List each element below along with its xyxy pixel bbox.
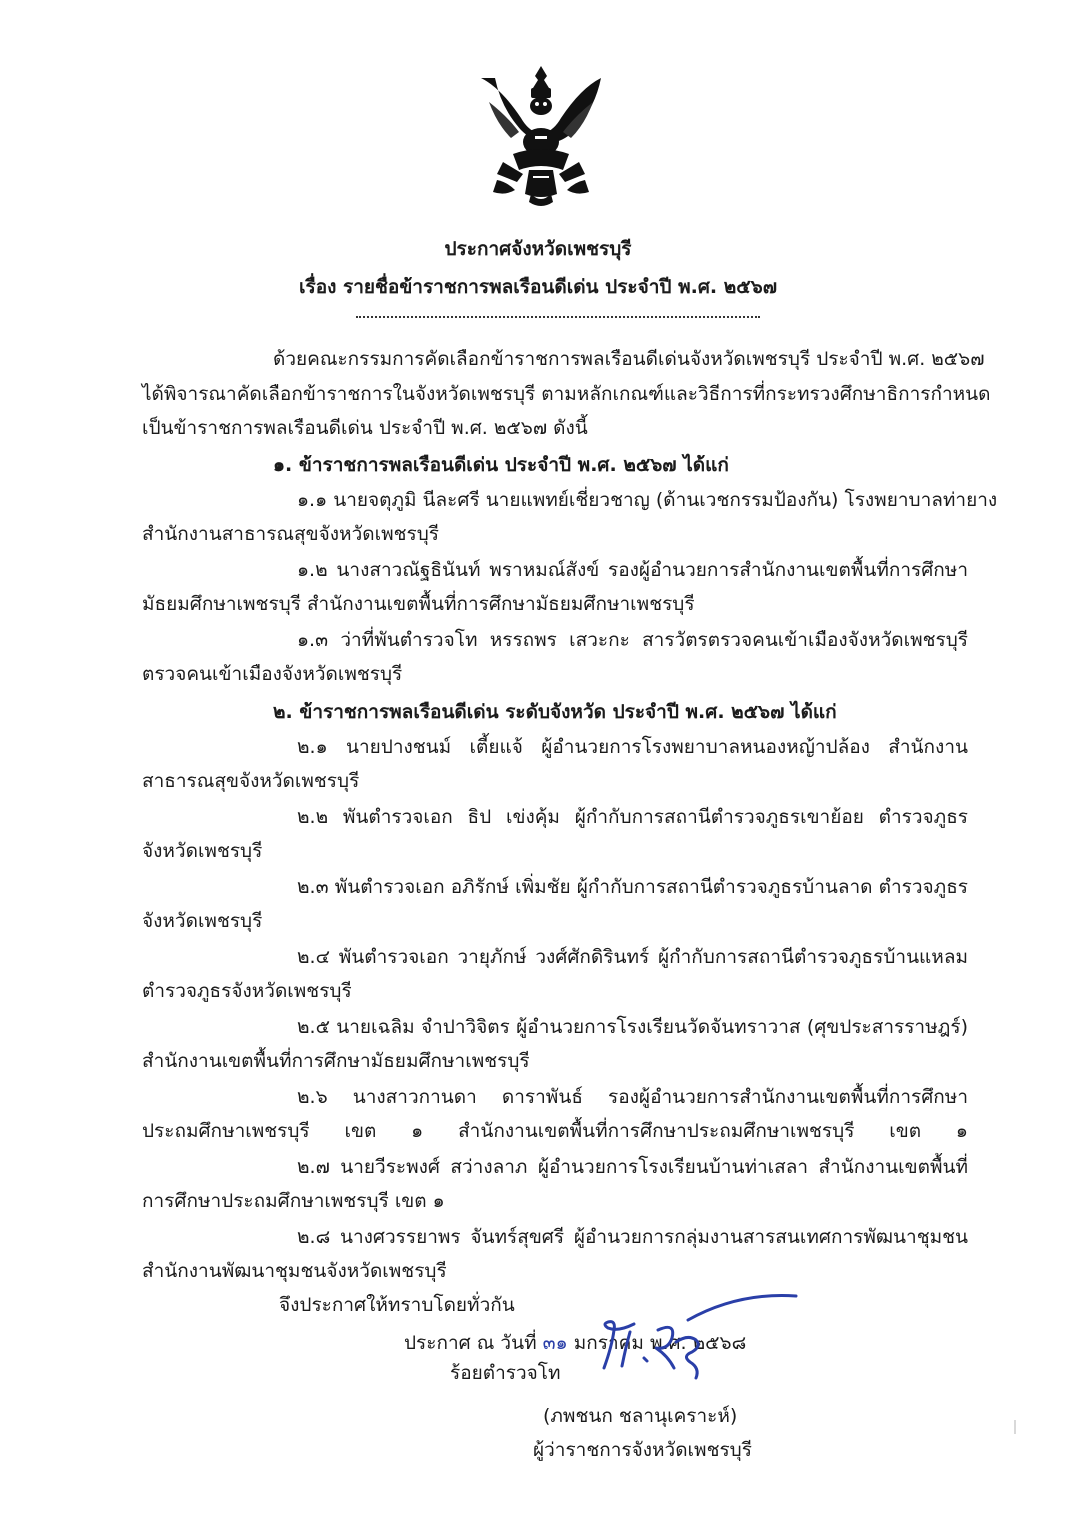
section-1-heading: ๑. ข้าราชการพลเรือนดีเด่น ประจำปี พ.ศ. ๒๕๖๗ ได้แก่ <box>273 454 729 476</box>
list-item-line: ๑.๑ นายจตุภูมิ นีละศรี นายแพทย์เชี่ยวชาญ (ด้านเวชกรรมป้องกัน) โรงพยาบาลท่ายาง <box>297 489 998 511</box>
list-item-line: ๑.๒ นางสาวณัฐธินันท์ พราหมณ์สังข์ รองผู้อำนวยการสำนักงานเขตพื้นที่การศึกษา <box>297 559 968 581</box>
date-prefix: ประกาศ ณ วันที่ <box>404 1332 537 1354</box>
signatory-name: (ภพชนก ชลานุเคราะห์) <box>543 1405 738 1427</box>
list-item-line: สำนักงานสาธารณสุขจังหวัดเพชรบุรี <box>142 523 439 545</box>
document-title: ประกาศจังหวัดเพชรบุรี <box>444 238 632 260</box>
list-item-line: ๒.๓ พันตำรวจเอก อภิรักษ์ เพิ่มชัย ผู้กำกับการสถานีตำรวจภูธรบ้านลาด ตำรวจภูธร <box>297 876 968 898</box>
list-item-line: การศึกษาประถมศึกษาเพชรบุรี เขต ๑ <box>142 1190 445 1212</box>
handwritten-signature <box>592 1290 802 1380</box>
signatory-rank: ร้อยตำรวจโท <box>450 1362 561 1384</box>
list-item-line: ๒.๔ พันตำรวจเอก วายุภักษ์ วงศ์ศักดิรินทร์ ผู้กำกับการสถานีตำรวจภูธรบ้านแหลม <box>297 946 968 968</box>
list-item-line: มัธยมศึกษาเพชรบุรี สำนักงานเขตพื้นที่การศึกษามัธยมศึกษาเพชรบุรี <box>142 593 695 615</box>
garuda-emblem-icon <box>473 58 609 208</box>
date-month: มกราคม <box>573 1332 644 1354</box>
intro-line: ได้พิจารณาคัดเลือกข้าราชการในจังหวัดเพชรบุรี ตามหลักเกณฑ์และวิธีการที่กระทรวงศึกษาธิการกำหนด <box>142 383 991 405</box>
intro-line: เป็นข้าราชการพลเรือนดีเด่น ประจำปี พ.ศ. ๒๕๖๗ ดังนี้ <box>142 417 588 439</box>
list-item-line: สาธารณสุขจังหวัดเพชรบุรี <box>142 770 360 792</box>
list-item-line: ประถมศึกษาเพชรบุรี เขต ๑ สำนักงานเขตพื้นที่การศึกษาประถมศึกษาเพชรบุรี เขต ๑ <box>142 1120 968 1142</box>
closing-statement: จึงประกาศให้ทราบโดยทั่วกัน <box>279 1294 515 1316</box>
date-year: พ.ศ. ๒๕๖๘ <box>649 1332 747 1354</box>
list-item-line: ตำรวจภูธรจังหวัดเพชรบุรี <box>142 980 352 1002</box>
list-item-line: สำนักงานพัฒนาชุมชนจังหวัดเพชรบุรี <box>142 1260 447 1282</box>
list-item-line: ๒.๑ นายปางชนม์ เตี้ยแจ้ ผู้อำนวยการโรงพยาบาลหนองหญ้าปล้อง สำนักงาน <box>297 736 968 758</box>
scan-mark <box>1014 1420 1016 1434</box>
section-2-heading: ๒. ข้าราชการพลเรือนดีเด่น ระดับจังหวัด ประจำปี พ.ศ. ๒๕๖๗ ได้แก่ <box>273 701 837 723</box>
list-item-line: สำนักงานเขตพื้นที่การศึกษามัธยมศึกษาเพชรบุรี <box>142 1050 530 1072</box>
document-subject: เรื่อง รายชื่อข้าราชการพลเรือนดีเด่น ประจำปี พ.ศ. ๒๕๖๗ <box>299 276 777 298</box>
list-item-line: จังหวัดเพชรบุรี <box>142 910 263 932</box>
list-item-line: ๒.๕ นายเฉลิม จำปาวิจิตร ผู้อำนวยการโรงเรียนวัดจันทราวาส (ศุขประสารราษฎร์) <box>297 1016 968 1038</box>
list-item-line: ๒.๖ นางสาวกานดา ดาราพันธ์ รองผู้อำนวยการสำนักงานเขตพื้นที่การศึกษา <box>297 1086 968 1108</box>
signatory-position: ผู้ว่าราชการจังหวัดเพชรบุรี <box>533 1439 752 1461</box>
list-item-line: ๒.๒ พันตำรวจเอก ธิป เข่งคุ้ม ผู้กำกับการสถานีตำรวจภูธรเขาย้อย ตำรวจภูธร <box>297 806 968 828</box>
list-item-line: ๒.๗ นายวีระพงศ์ สว่างลาภ ผู้อำนวยการโรงเรียนบ้านท่าเสลา สำนักงานเขตพื้นที่ <box>297 1156 968 1178</box>
intro-line: ด้วยคณะกรรมการคัดเลือกข้าราชการพลเรือนดีเด่นจังหวัดเพชรบุรี ประจำปี พ.ศ. ๒๕๖๗ <box>273 348 985 370</box>
list-item-line: ๑.๓ ว่าที่พันตำรวจโท หรรถพร เสวะกะ สารวัตรตรวจคนเข้าเมืองจังหวัดเพชรบุรี <box>297 629 968 651</box>
list-item-line: ๒.๘ นางศวรรยาพร จันทร์สุขศรี ผู้อำนวยการกลุ่มงานสารสนเทศการพัฒนาชุมชน <box>297 1226 968 1248</box>
dotted-divider <box>356 316 760 318</box>
list-item-line: จังหวัดเพชรบุรี <box>142 840 263 862</box>
date-day: ๓๑ <box>542 1332 568 1354</box>
list-item-line: ตรวจคนเข้าเมืองจังหวัดเพชรบุรี <box>142 663 403 685</box>
